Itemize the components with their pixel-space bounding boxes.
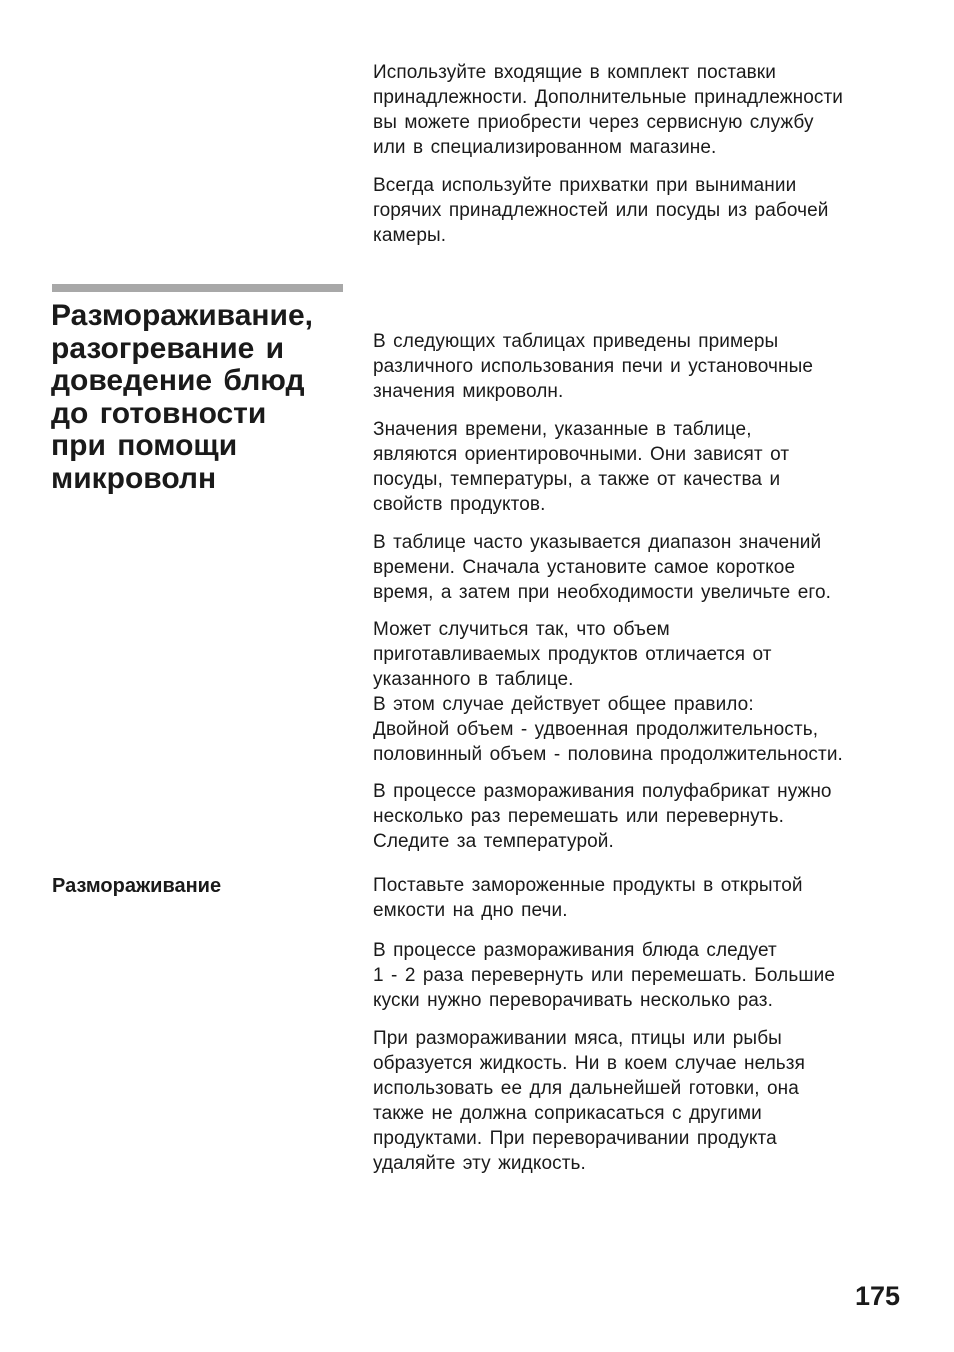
defrost-subheading: Размораживание [52,875,222,897]
section-volume-rule-paragraph: Может случиться так, что объем приготавливаемых продуктов отличается от указанного в таблице. В этом случае действует общее правило: Двойной объем - удвоенная продолжительность, половинный объем - половина продолжительности. [373,619,843,765]
defrost-container-paragraph: Поставьте замороженные продукты в открытой емкости на дно печи. [373,875,803,921]
defrost-turn-paragraph: В процессе размораживания блюда следует 1 - 2 раза перевернуть или перемешать. Большие куски нужно переворачивать несколько раз. [373,940,836,1011]
section-tables-paragraph: В следующих таблицах приведены примеры различного использования печи и установочные значения микроволн. [373,331,814,402]
section-title: Размораживание, разогревание и доведение блюд до готовности при помощи микроволн [51,299,313,495]
section-time-values-paragraph: Значения времени, указанные в таблице, являются ориентировочными. Они зависят от посуды, температуры, а также от качества и свойств продуктов. [373,419,790,515]
section-time-range-paragraph: В таблице часто указывается диапазон значений времени. Сначала установите самое короткое время, а затем при необходимости увеличьте его. [373,532,832,603]
intro-accessories-paragraph: Используйте входящие в комплект поставки принадлежности. Дополнительные принадлежности вы можете приобрести через сервисную службу или в специализированном магазине. [373,62,844,158]
defrost-liquid-paragraph: При размораживании мяса, птицы или рыбы образуется жидкость. Ни в коем случае нельзя использовать ее для дальнейшей готовки, она также не должна соприкасаться с другими продуктами. При переворачивании продукта удаляйте эту жидкость. [373,1028,806,1174]
page-number: 175 [854,1281,900,1311]
intro-oven-mitts-paragraph: Всегда используйте прихватки при вынимании горячих принадлежностей или посуды из рабочей камеры. [373,175,829,246]
section-divider-bar [52,284,343,292]
section-stir-paragraph: В процессе размораживания полуфабрикат нужно несколько раз перемешать или перевернуть. Следите за температурой. [373,781,832,852]
